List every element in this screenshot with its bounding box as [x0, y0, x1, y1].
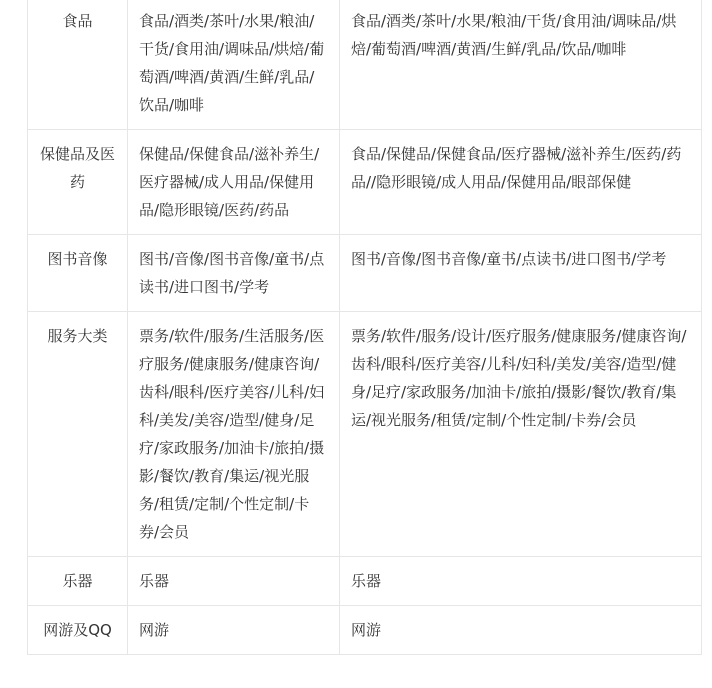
table-row	[28, 130, 702, 235]
table-row	[28, 606, 702, 655]
category-cell: 网游及QQ	[28, 606, 128, 655]
subcategory-cell: 图书/音像/图书音像/童书/点读书/进口图书/学考	[340, 235, 702, 312]
subcategory-cell: 乐器	[340, 557, 702, 606]
category-cell: 乐器	[28, 557, 128, 606]
category-cell: 服务大类	[28, 312, 128, 557]
category-cell: 保健品及医药	[28, 130, 128, 235]
subcategory-cell: 网游	[340, 606, 702, 655]
category-cell: 图书音像	[28, 235, 128, 312]
table-row	[28, 312, 702, 557]
subcategory-cell: 食品/酒类/茶叶/水果/粮油/干货/食用油/调味品/烘焙/葡萄酒/啤酒/黄酒/生鲜/乳品/饮品/咖啡	[340, 0, 702, 130]
subcategory-cell: 食品/保健品/保健食品/医疗器械/滋补养生/医药/药品//隐形眼镜/成人用品/保健用品/眼部保健	[340, 130, 702, 235]
table-row	[28, 0, 702, 130]
subcategory-cell: 乐器	[128, 557, 340, 606]
subcategory-cell: 网游	[128, 606, 340, 655]
subcategory-cell: 票务/软件/服务/生活服务/医疗服务/健康服务/健康咨询/齿科/眼科/医疗美容/儿科/妇科/美发/美容/造型/健身/足疗/家政服务/加油卡/旅拍/摄影/餐饮/教育/集运/视光服务/租赁/定制/个性定制/卡券/会员	[128, 312, 340, 557]
subcategory-cell: 图书/音像/图书音像/童书/点读书/进口图书/学考	[128, 235, 340, 312]
subcategory-cell: 保健品/保健食品/滋补养生/医疗器械/成人用品/保健用品/隐形眼镜/医药/药品	[128, 130, 340, 235]
table-row	[28, 557, 702, 606]
category-table	[27, 0, 702, 655]
category-cell: 食品	[28, 0, 128, 130]
subcategory-cell: 票务/软件/服务/设计/医疗服务/健康服务/健康咨询/齿科/眼科/医疗美容/儿科/妇科/美发/美容/造型/健身/足疗/家政服务/加油卡/旅拍/摄影/餐饮/教育/集运/视光服务/租赁/定制/个性定制/卡券/会员	[340, 312, 702, 557]
table-row	[28, 235, 702, 312]
subcategory-cell: 食品/酒类/茶叶/水果/粮油/干货/食用油/调味品/烘焙/葡萄酒/啤酒/黄酒/生鲜/乳品/饮品/咖啡	[128, 0, 340, 130]
